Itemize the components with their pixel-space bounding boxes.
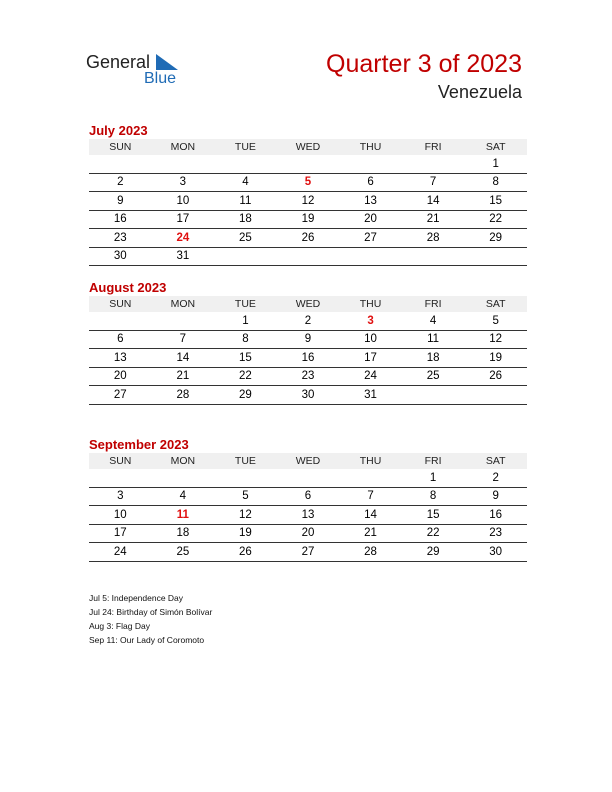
day-cell: 26 [464,367,527,386]
day-cell: 11 [152,506,215,525]
day-cell: 6 [339,173,402,192]
week-row [89,155,527,173]
empty-day-cell [402,155,465,173]
weekday-label: THU [339,453,402,469]
day-cell: 21 [152,367,215,386]
day-cell: 11 [402,330,465,349]
day-cell: 11 [214,192,277,211]
empty-day-cell [464,386,527,405]
empty-day-cell [339,247,402,266]
logo-general-text: General [86,52,151,72]
day-cell: 7 [152,330,215,349]
day-cell: 3 [339,312,402,330]
weekday-label: MON [152,296,215,312]
day-cell: 22 [464,210,527,229]
day-cell: 4 [214,173,277,192]
day-cell: 29 [402,543,465,562]
empty-day-cell [152,469,215,487]
day-cell: 10 [152,192,215,211]
day-cell: 20 [277,524,340,543]
day-cell: 5 [464,312,527,330]
empty-day-cell [152,312,215,330]
weekday-label: SUN [89,139,152,155]
day-cell: 25 [402,367,465,386]
day-cell: 19 [464,349,527,368]
day-cell: 29 [214,386,277,405]
day-cell: 21 [402,210,465,229]
day-cell: 2 [464,469,527,487]
day-cell: 31 [339,386,402,405]
empty-day-cell [277,469,340,487]
logo-triangle-icon [156,54,178,70]
day-cell: 23 [89,229,152,248]
empty-day-cell [277,247,340,266]
weekday-label: TUE [214,139,277,155]
day-cell: 29 [464,229,527,248]
holiday-note: Jul 24: Birthday of Simón Bolívar [89,607,213,617]
month-title: September 2023 [89,437,189,452]
day-cell: 30 [464,543,527,562]
day-cell: 14 [339,506,402,525]
day-cell: 20 [89,367,152,386]
day-cell: 7 [339,487,402,506]
week-row [89,349,527,368]
empty-day-cell [402,386,465,405]
weekday-label: WED [277,453,340,469]
day-cell: 21 [339,524,402,543]
month-title: August 2023 [89,280,167,295]
day-cell: 28 [152,386,215,405]
day-cell: 8 [464,173,527,192]
week-row [89,173,527,192]
day-cell: 14 [402,192,465,211]
week-row [89,543,527,562]
day-cell: 23 [277,367,340,386]
day-cell: 17 [89,524,152,543]
day-cell: 8 [214,330,277,349]
day-cell: 3 [89,487,152,506]
week-row [89,367,527,386]
week-row [89,192,527,211]
day-cell: 6 [277,487,340,506]
day-cell: 25 [152,543,215,562]
weekday-label: SAT [464,296,527,312]
weekday-label: WED [277,139,340,155]
week-row [89,469,527,487]
day-cell: 15 [464,192,527,211]
day-cell: 12 [464,330,527,349]
day-cell: 6 [89,330,152,349]
day-cell: 24 [152,229,215,248]
week-row [89,229,527,248]
weekday-label: SAT [464,453,527,469]
weekday-label: TUE [214,296,277,312]
holiday-note: Aug 3: Flag Day [89,621,150,631]
empty-day-cell [277,155,340,173]
day-cell: 15 [402,506,465,525]
weekday-label: MON [152,453,215,469]
day-cell: 4 [152,487,215,506]
weekday-label: SAT [464,139,527,155]
day-cell: 31 [152,247,215,266]
empty-day-cell [402,247,465,266]
day-cell: 4 [402,312,465,330]
empty-day-cell [152,155,215,173]
day-cell: 17 [339,349,402,368]
day-cell: 16 [464,506,527,525]
weekday-label: SUN [89,453,152,469]
day-cell: 18 [214,210,277,229]
week-row [89,247,527,266]
day-cell: 12 [277,192,340,211]
day-cell: 25 [214,229,277,248]
month-september [89,437,527,562]
weekday-header-row [89,296,527,312]
day-cell: 1 [464,155,527,173]
empty-day-cell [214,469,277,487]
day-cell: 2 [277,312,340,330]
weekday-label: SUN [89,296,152,312]
holiday-notes [89,591,212,647]
day-cell: 1 [214,312,277,330]
weekday-header-row [89,453,527,469]
week-row [89,210,527,229]
day-cell: 19 [277,210,340,229]
day-cell: 3 [152,173,215,192]
weekday-label: FRI [402,296,465,312]
month-july [89,123,527,266]
empty-day-cell [89,155,152,173]
day-cell: 27 [339,229,402,248]
page-title: Quarter 3 of 2023 [326,50,522,78]
week-row [89,524,527,543]
week-row [89,386,527,405]
week-row [89,487,527,506]
week-row [89,506,527,525]
day-cell: 30 [277,386,340,405]
empty-day-cell [339,469,402,487]
day-cell: 9 [277,330,340,349]
day-cell: 27 [89,386,152,405]
empty-day-cell [214,247,277,266]
day-cell: 26 [214,543,277,562]
day-cell: 9 [89,192,152,211]
day-cell: 24 [339,367,402,386]
week-row [89,312,527,330]
day-cell: 18 [152,524,215,543]
day-cell: 28 [339,543,402,562]
empty-day-cell [214,155,277,173]
country-name: Venezuela [437,82,522,102]
month-title: July 2023 [89,123,148,138]
empty-day-cell [464,247,527,266]
day-cell: 13 [277,506,340,525]
holiday-note: Jul 5: Independence Day [89,593,184,603]
logo-blue-text: Blue [144,70,177,87]
calendar-grid [89,139,527,266]
day-cell: 10 [339,330,402,349]
day-cell: 5 [277,173,340,192]
day-cell: 20 [339,210,402,229]
day-cell: 24 [89,543,152,562]
weekday-label: MON [152,139,215,155]
day-cell: 16 [89,210,152,229]
day-cell: 9 [464,487,527,506]
empty-day-cell [89,312,152,330]
day-cell: 26 [277,229,340,248]
weekday-label: TUE [214,453,277,469]
day-cell: 1 [402,469,465,487]
day-cell: 8 [402,487,465,506]
weekday-header-row [89,139,527,155]
day-cell: 17 [152,210,215,229]
day-cell: 10 [89,506,152,525]
day-cell: 5 [214,487,277,506]
calendar-grid [89,453,527,562]
day-cell: 7 [402,173,465,192]
day-cell: 28 [402,229,465,248]
day-cell: 13 [89,349,152,368]
calendar-grid [89,296,527,405]
week-row [89,330,527,349]
empty-day-cell [339,155,402,173]
day-cell: 22 [402,524,465,543]
weekday-label: THU [339,139,402,155]
month-august [89,280,527,405]
day-cell: 19 [214,524,277,543]
holiday-note: Sep 11: Our Lady of Coromoto [89,635,205,645]
day-cell: 2 [89,173,152,192]
weekday-label: WED [277,296,340,312]
day-cell: 18 [402,349,465,368]
weekday-label: FRI [402,139,465,155]
day-cell: 22 [214,367,277,386]
day-cell: 16 [277,349,340,368]
weekday-label: THU [339,296,402,312]
day-cell: 23 [464,524,527,543]
weekday-label: FRI [402,453,465,469]
day-cell: 14 [152,349,215,368]
day-cell: 27 [277,543,340,562]
day-cell: 13 [339,192,402,211]
day-cell: 15 [214,349,277,368]
day-cell: 30 [89,247,152,266]
generalblue-logo [86,50,196,90]
day-cell: 12 [214,506,277,525]
empty-day-cell [89,469,152,487]
